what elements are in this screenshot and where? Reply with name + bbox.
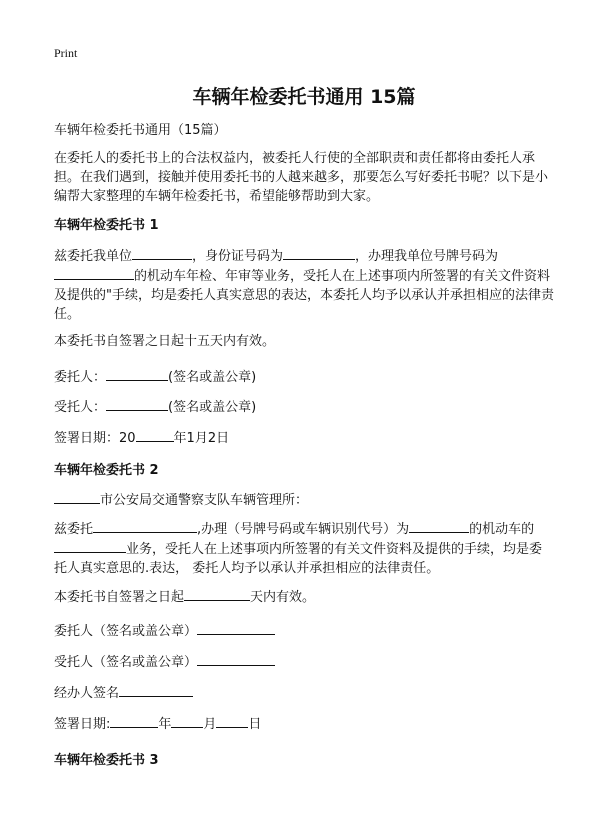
s1-text-a: 兹委托我单位 [54, 249, 133, 264]
s1-principal-note: (签名或盖公章) [168, 370, 257, 385]
s2-blank-business [54, 539, 126, 553]
s2-validity-a: 本委托书自签署之日起 [54, 590, 185, 605]
s1-text-b: ，身份证号码为 [192, 249, 284, 264]
section-1-heading: 车辆年检委托书 1 [54, 218, 159, 233]
section-1-date [54, 428, 554, 448]
section-2-validity [54, 587, 554, 607]
s2-text-c: 的机动车的 [469, 522, 535, 537]
section-2-heading: 车辆年检委托书 2 [54, 463, 159, 478]
s2-city-blank [54, 490, 100, 504]
document-title: 车辆年检委托书通用 15篇 [192, 86, 416, 108]
s1-date-blank [136, 428, 174, 442]
section-2-paragraph [54, 519, 554, 578]
s2-principal-blank [197, 621, 275, 635]
s2-blank-plate [409, 519, 469, 533]
section-2-addressee [54, 490, 554, 510]
s2-addressee-text: 市公安局交通警察支队车辆管理所： [100, 493, 309, 508]
s2-handler-label: 经办人签名 [54, 686, 120, 701]
s2-day-blank [216, 714, 248, 728]
s1-agent-note: (签名或盖公章) [168, 400, 257, 415]
s2-agent-label: 受托人（签名或盖公章） [54, 655, 198, 670]
s2-year-blank [110, 714, 158, 728]
s1-blank-name [132, 246, 192, 260]
section-2-handler [54, 683, 554, 703]
intro-paragraph: 在委托人的委托书上的合法权益内，被委托人行使的全部职责和责任都将由委托人承担。在我们遇到，接触并使用委托书的人越来越多，那要怎么写好委托书呢？以下是小编帮大家整理的车辆年检委托书，希望能够帮助到大家。 [54, 151, 549, 204]
s1-text-d: 的机动车年检、年审等业务，受托人在上述事项内所签署的有关文件资料及提供的"手续，均是委托人真实意思的表达，本委托人均予以承认并承担相应的法律责任。 [54, 269, 554, 322]
s2-date-month: 月 [203, 717, 217, 732]
section-1-validity: 本委托书自签署之日起十五天内有效。 [54, 334, 276, 349]
s2-date-label: 签署日期: [54, 717, 111, 732]
section-1-paragraph [54, 246, 554, 324]
s2-month-blank [171, 714, 203, 728]
section-3-heading: 车辆年检委托书 3 [54, 753, 159, 768]
s2-date-year: 年 [158, 717, 172, 732]
s1-agent-label: 受托人： [54, 400, 107, 415]
s1-blank-plate [54, 266, 134, 280]
s1-principal-label: 委托人： [54, 370, 107, 385]
s1-agent-blank [106, 397, 168, 411]
s2-agent-blank [197, 652, 275, 666]
s1-date-rest: 年1月2日 [173, 431, 230, 446]
s1-principal-blank [106, 367, 168, 381]
s2-text-a: 兹委托 [54, 522, 94, 537]
s2-text-d: 业务，受托人在上述事项内所签署的有关文件资料及提供的手续，均是委托人真实意思的.表达， 委托人均予以承认并承担相应的法律责任。 [54, 542, 543, 576]
section-2-agent [54, 652, 554, 672]
s1-blank-id [283, 246, 355, 260]
s2-validity-b: 天内有效。 [250, 590, 316, 605]
s1-text-c: ，办理我单位号牌号码为 [355, 249, 499, 264]
print-label: Print [54, 46, 78, 60]
s2-principal-label: 委托人（签名或盖公章） [54, 624, 198, 639]
section-2-principal [54, 621, 554, 641]
s2-date-day: 日 [248, 717, 262, 732]
s2-blank-agent [93, 519, 197, 533]
section-1-principal [54, 367, 554, 387]
section-2-date [54, 714, 554, 734]
s1-date-label: 签署日期：20 [54, 431, 136, 446]
s2-text-b: ,办理（号牌号码或车辆识别代号）为 [197, 522, 410, 537]
s2-validity-blank [184, 587, 250, 601]
intro-subtitle: 车辆年检委托书通用（15篇） [54, 123, 227, 138]
section-1-agent [54, 397, 554, 417]
s2-handler-blank [119, 683, 193, 697]
